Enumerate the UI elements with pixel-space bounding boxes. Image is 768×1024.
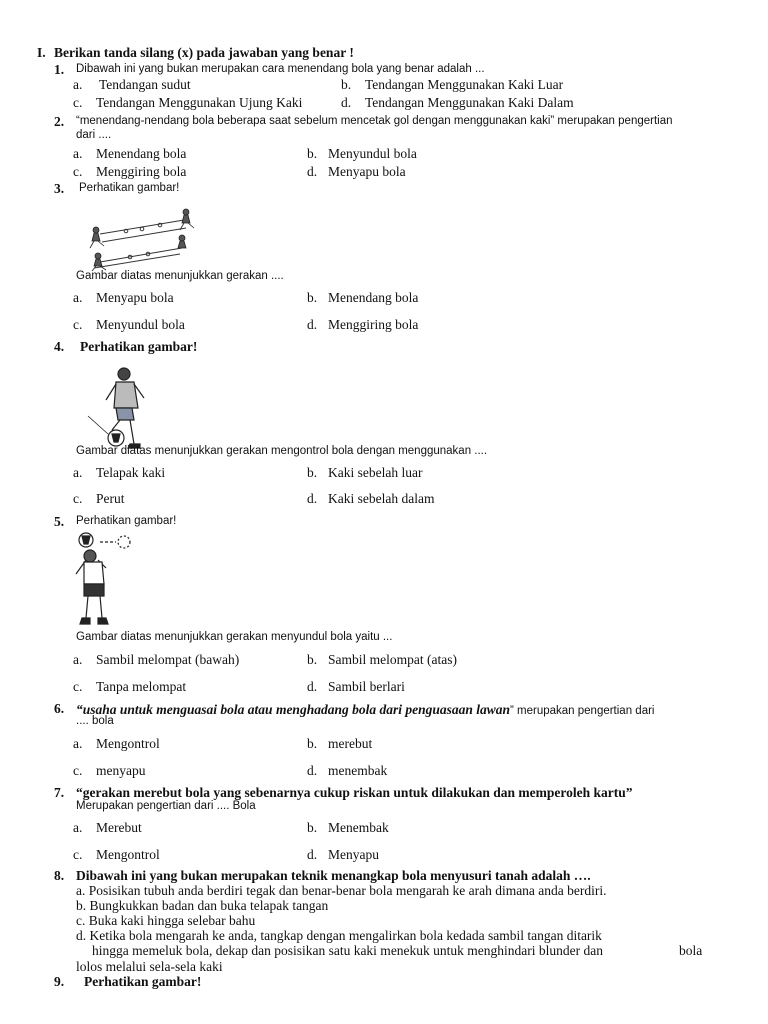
q7-option-c[interactable]: Mengontrol (96, 847, 160, 862)
q6-option-b[interactable]: merebut (328, 736, 373, 751)
q6-option-a-letter: a. (73, 736, 83, 751)
q4-option-c[interactable]: Perut (96, 491, 125, 506)
dribbling-illustration (82, 204, 202, 272)
q5-number: 5. (54, 514, 65, 529)
q3-option-d-letter: d. (307, 317, 318, 332)
q9-text: Perhatikan gambar! (84, 974, 202, 989)
q2-text-line1: “menendang-nendang bola beberapa saat sebelum mencetak gol dengan menggunakan kaki” merupakan pengertian (76, 115, 673, 127)
q4-option-d-letter: d. (307, 491, 318, 506)
q5-option-b[interactable]: Sambil melompat (atas) (328, 652, 457, 667)
q6-text-emphasis: “usaha untuk menguasai bola atau menghadang bola dari penguasaan lawan (76, 702, 510, 717)
q3-option-b-letter: b. (307, 290, 318, 305)
q7-option-b-letter: b. (307, 820, 318, 835)
q3-option-a[interactable]: Menyapu bola (96, 290, 174, 305)
q7-text: “gerakan merebut bola yang sebenarnya cukup riskan untuk dilakukan dan memperoleh kartu” (76, 785, 633, 800)
q4-option-a[interactable]: Telapak kaki (96, 465, 166, 480)
q4-option-d[interactable]: Kaki sebelah dalam (328, 491, 435, 506)
q2-option-d[interactable]: Menyapu bola (328, 164, 406, 179)
q3-option-d[interactable]: Menggiring bola (328, 317, 419, 332)
q6-option-b-letter: b. (307, 736, 318, 751)
q6-option-a[interactable]: Mengontrol (96, 736, 160, 751)
q8-option-c[interactable]: c. Buka kaki hingga selebar bahu (76, 913, 256, 928)
q8-option-d-line2-tail[interactable]: bola (679, 943, 703, 958)
q2-option-a-letter: a. (73, 146, 83, 161)
q8-option-a[interactable]: a. Posisikan tubuh anda berdiri tegak dan benar-benar bola mengarah ke arah dimana anda berdiri. (76, 883, 607, 898)
q6-text (76, 701, 654, 719)
q5-option-d-letter: d. (307, 679, 318, 694)
q5-option-b-letter: b. (307, 652, 318, 667)
q4-option-b-letter: b. (307, 465, 318, 480)
q7-option-c-letter: c. (73, 847, 83, 862)
q1-number: 1. (54, 62, 65, 77)
q3-option-c[interactable]: Menyundul bola (96, 317, 185, 332)
q4-text: Perhatikan gambar! (80, 339, 198, 354)
q3-caption: Gambar diatas menunjukkan gerakan .... (76, 270, 284, 282)
q1-option-d-letter: d. (341, 95, 352, 110)
q9-number: 9. (54, 974, 65, 989)
q5-text: Perhatikan gambar! (76, 515, 177, 527)
q2-option-a[interactable]: Menendang bola (96, 146, 187, 161)
q2-option-b[interactable]: Menyundul bola (328, 146, 417, 161)
q2-text-line2: dari .... (76, 129, 112, 141)
q5-caption: Gambar diatas menunjukkan gerakan menyundul bola yaitu ... (76, 631, 393, 643)
q8-option-b[interactable]: b. Bungkukkan badan dan buka telapak tangan (76, 898, 329, 913)
q5-option-a[interactable]: Sambil melompat (bawah) (96, 652, 240, 667)
q6-text-rest: ” merupakan pengertian dari (510, 705, 655, 717)
q6-option-c-letter: c. (73, 763, 83, 778)
q2-number: 2. (54, 114, 65, 129)
q4-option-b[interactable]: Kaki sebelah luar (328, 465, 423, 480)
q8-number: 8. (54, 868, 65, 883)
section-instruction: Berikan tanda silang (x) pada jawaban yang benar ! (54, 45, 354, 60)
heading-illustration (70, 532, 140, 628)
q7-option-a-letter: a. (73, 820, 83, 835)
q4-number: 4. (54, 339, 65, 354)
q1-text: Dibawah ini yang bukan merupakan cara menendang bola yang benar adalah ... (76, 63, 485, 75)
ball-control-illustration (86, 364, 166, 450)
q6-text-line2: .... bola (76, 715, 114, 727)
q7-text-line2: Merupakan pengertian dari .... Bola (76, 800, 256, 812)
q1-option-a-letter: a. (73, 77, 83, 92)
q1-option-d[interactable]: Tendangan Menggunakan Kaki Dalam (365, 95, 574, 110)
q3-option-c-letter: c. (73, 317, 83, 332)
section-roman: I. (37, 45, 46, 60)
q6-option-d[interactable]: menembak (328, 763, 388, 778)
q6-option-d-letter: d. (307, 763, 318, 778)
q3-number: 3. (54, 181, 65, 196)
q3-option-a-letter: a. (73, 290, 83, 305)
q5-option-c-letter: c. (73, 679, 83, 694)
q3-option-b[interactable]: Menendang bola (328, 290, 419, 305)
q3-text: Perhatikan gambar! (79, 182, 180, 194)
q8-option-d-line1[interactable]: d. Ketika bola mengarah ke anda, tangkap dengan mengalirkan bola kedada sambil tangan ditarik (76, 928, 602, 943)
q2-option-b-letter: b. (307, 146, 318, 161)
q4-option-c-letter: c. (73, 491, 83, 506)
q4-caption: Gambar diatas menunjukkan gerakan mengontrol bola dengan menggunakan .... (76, 445, 488, 457)
q6-option-c[interactable]: menyapu (96, 763, 146, 778)
q2-option-c[interactable]: Menggiring bola (96, 164, 187, 179)
q5-option-d[interactable]: Sambil berlari (328, 679, 405, 694)
q1-option-c-letter: c. (73, 95, 83, 110)
q2-option-c-letter: c. (73, 164, 83, 179)
q7-option-a[interactable]: Merebut (96, 820, 142, 835)
q6-number: 6. (54, 701, 65, 716)
q5-option-c[interactable]: Tanpa melompat (96, 679, 187, 694)
q7-option-d-letter: d. (307, 847, 318, 862)
q7-number: 7. (54, 785, 65, 800)
q8-option-d-line3[interactable]: lolos melalui sela-sela kaki (76, 959, 223, 974)
q4-option-a-letter: a. (73, 465, 83, 480)
q1-option-b[interactable]: Tendangan Menggunakan Kaki Luar (365, 77, 564, 92)
q5-option-a-letter: a. (73, 652, 83, 667)
q2-option-d-letter: d. (307, 164, 318, 179)
q8-text: Dibawah ini yang bukan merupakan teknik menangkap bola menyusuri tanah adalah …. (76, 868, 591, 883)
q1-option-b-letter: b. (341, 77, 352, 92)
q8-option-d-line2[interactable]: hingga memeluk bola, dekap dan posisikan satu kaki menekuk untuk menghindari blunder dan (92, 943, 604, 958)
q7-option-d[interactable]: Menyapu (328, 847, 379, 862)
q1-option-a[interactable]: Tendangan sudut (99, 77, 191, 92)
q7-option-b[interactable]: Menembak (328, 820, 389, 835)
q1-option-c[interactable]: Tendangan Menggunakan Ujung Kaki (96, 95, 303, 110)
